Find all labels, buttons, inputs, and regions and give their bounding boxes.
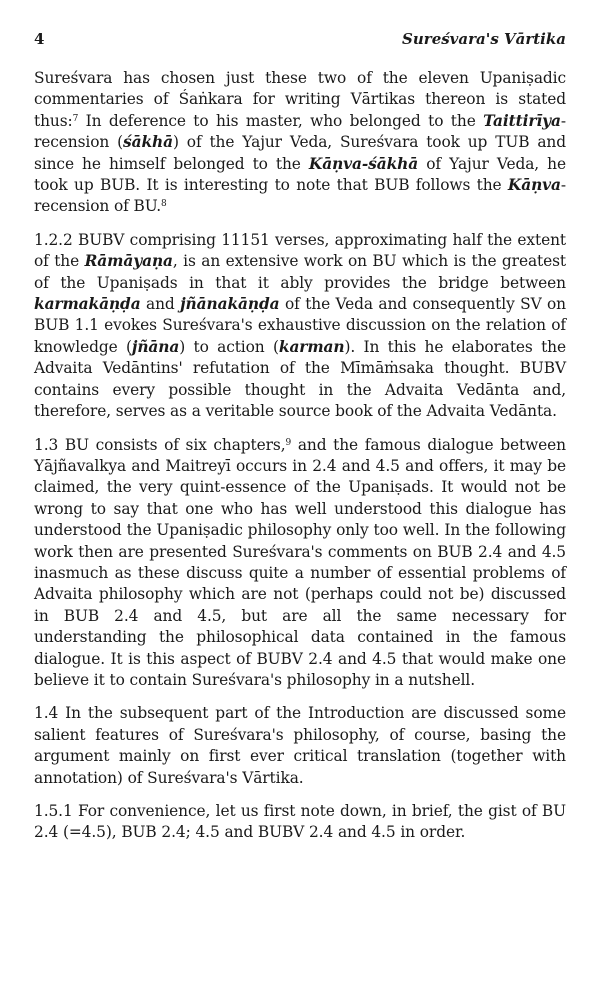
italic-term: jñānakāṇḍa bbox=[180, 295, 280, 314]
page-header bbox=[34, 22, 566, 50]
footnote-ref: 8 bbox=[161, 199, 167, 210]
footnote-ref: 7 bbox=[72, 113, 79, 124]
paragraph-p-1-3 bbox=[34, 435, 566, 692]
text-run: ). In this he elaborates the Advaita Vedāntins' refutation of the Mīmāṁsaka thought. BUBV contains every possible thought in the Advaita Vedānta and, therefore, serves as a veritable source book of the Advaita Vedānta. bbox=[34, 337, 566, 421]
italic-term: Kāṇva bbox=[507, 176, 561, 195]
text-run: ) to action ( bbox=[179, 337, 279, 356]
text-run: Sureśvara has chosen just these two of the eleven Upaniṣadic commentaries of Śaṅkara for writing Vārtikas thereon is stated thus: bbox=[34, 69, 566, 130]
text-run: and bbox=[140, 295, 181, 314]
italic-term: Kāṇva-śākhā bbox=[308, 154, 419, 173]
italic-term: jñāna bbox=[131, 337, 180, 356]
text-run: 1.4 In the subsequent part of the Introduction are discussed some salient features of Sureśvara's philosophy, of course, basing the argument mainly on first ever critical translation (together with annotation) of Sureśvara's Vārtika. bbox=[34, 704, 566, 787]
text-run: 1.3 BU consists of six chapters, bbox=[34, 435, 286, 454]
text-run: ) of the Yajur Veda, Sureśvara took up TUB and since he himself belonged to the bbox=[34, 133, 566, 173]
paragraph-intro bbox=[34, 68, 566, 218]
paragraph-p-1-2-2 bbox=[34, 230, 566, 423]
text-run: and the famous dialogue between Yājñavalkya and Maitreyī occurs in 2.4 and 4.5 and offers, it may be claimed, the very quint-essence of the Upaniṣads. It would not be wrong to say that one who has well understood this dialogue has understood the Upaniṣadic philosophy only too well. In the following work then are presented Sureśvara's comments on BUB 2.4 and 4.5 inasmuch as these discuss quite a number of essential problems of Advaita philosophy which are not (perhaps could not be) discussed in BUB 2.4 and 4.5, but are all the same necessary for understanding the philosophical data contained in the famous dialogue. It is this aspect of BUBV 2.4 and 4.5 that would make one believe it to contain Sureśvara's philosophy in a nutshell. bbox=[34, 435, 566, 689]
italic-term: karman bbox=[278, 337, 345, 356]
text-run: 1.2.2 BUBV comprising 11151 verses, approximating half the extent of the bbox=[34, 230, 566, 271]
footnote-ref: 9 bbox=[285, 437, 292, 448]
text-run: -recension ( bbox=[34, 111, 566, 152]
text-run: In deference to his master, who belonged to the bbox=[78, 111, 484, 130]
text-run: of the Veda and consequently SV on BUB 1.1 evokes Sureśvara's exhaustive discussion on the relation of knowledge ( bbox=[34, 295, 566, 356]
body-text bbox=[34, 68, 566, 844]
italic-term: Taittirīya bbox=[483, 111, 561, 130]
text-run: of Yajur Veda, he took up BUB. It is interesting to note that BUB follows the bbox=[34, 154, 566, 195]
italic-term: Rāmāyaṇa bbox=[84, 252, 173, 271]
paragraph-p-1-5-1 bbox=[34, 801, 566, 844]
running-title: Sureśvara's Vārtika bbox=[402, 30, 566, 48]
text-run: 1.5.1 For convenience, let us first note down, in brief, the gist of BU 2.4 (=4.5), BUB 2.4; 4.5 and BUBV 2.4 and 4.5 in order. bbox=[34, 802, 566, 842]
page-number: 4 bbox=[34, 30, 45, 48]
italic-term: śākhā bbox=[123, 133, 173, 152]
italic-term: karmakāṇḍa bbox=[34, 295, 141, 314]
text-run: , is an extensive work on BU which is the greatest of the Upaniṣads in that it ably provides the bridge between bbox=[34, 252, 566, 292]
text-run: -recension of BU. bbox=[34, 176, 566, 216]
paragraph-p-1-4 bbox=[34, 703, 566, 789]
